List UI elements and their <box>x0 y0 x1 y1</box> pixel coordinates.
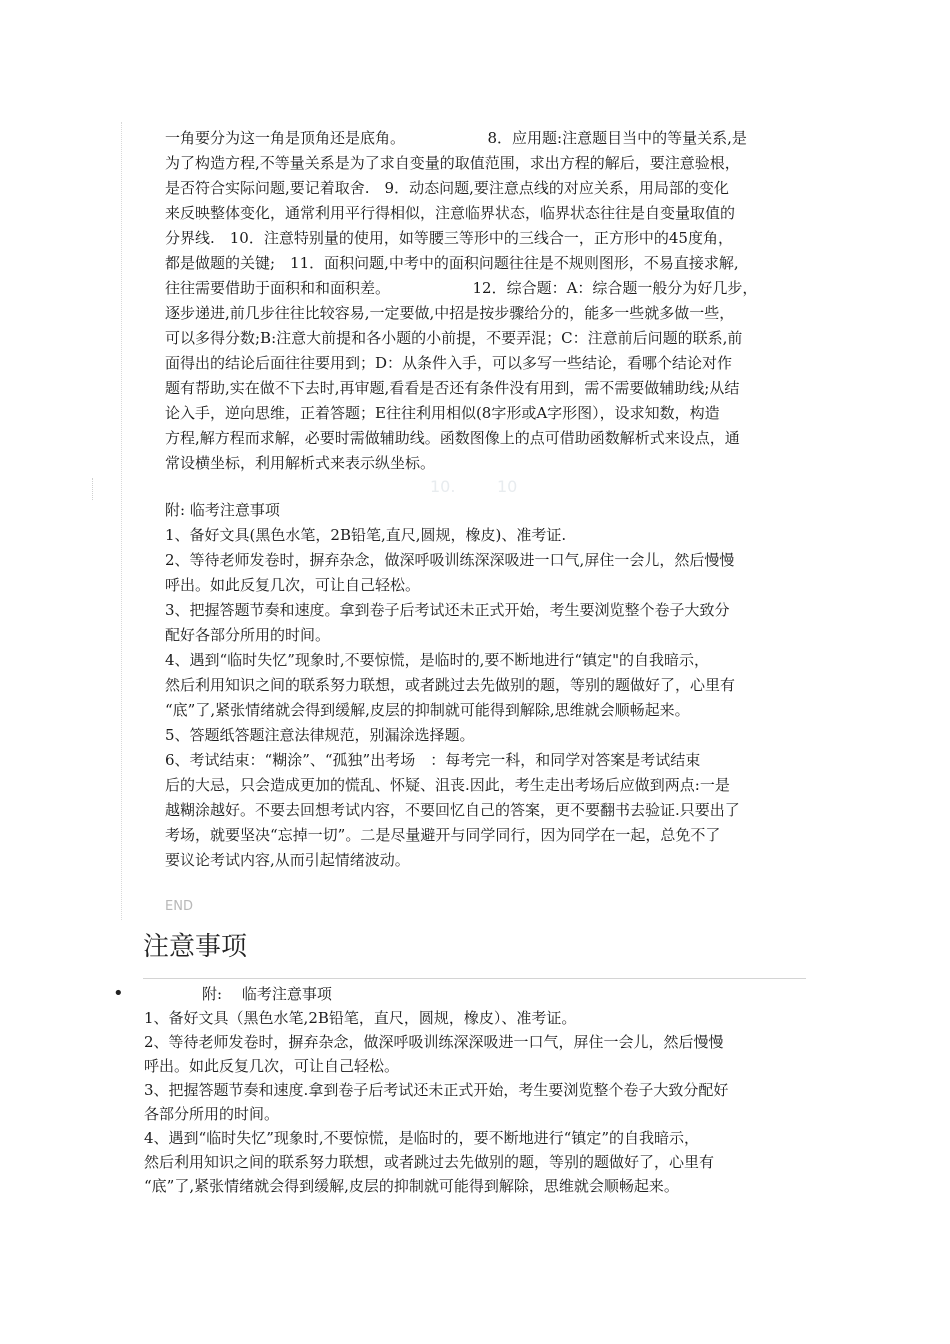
text-line: 然后利用知识之间的联系努力联想，或者跳过去先做别的题，等别的题做好了，心里有 <box>144 1153 715 1171</box>
text-line: 各部分所用的时间。 <box>144 1105 280 1123</box>
text-line: 题有帮助,实在做不下去时,再审题,看看是否还有条件没有用到，需不需要做辅助线;从结 <box>165 379 740 397</box>
text-line: 为了构造方程,不等量关系是为了求自变量的取值范围，求出方程的解后，要注意验根， <box>165 154 740 172</box>
text-line: 来反映整体变化，通常利用平行得相似，注意临界状态，临界状态往往是自变量取值的 <box>165 204 736 222</box>
text-line: 可以多得分数;B:注意大前提和各小题的小前提，不要弄混；C：注意前后问题的联系,前 <box>165 329 743 347</box>
bullet-marker: • <box>113 983 124 1004</box>
text-line: “底”了,紧张情绪就会得到缓解,皮层的抑制就可能得到解除,思维就会顺畅起来。 <box>165 701 690 719</box>
section-divider <box>143 978 806 979</box>
text-line: 4、遇到“临时失忆”现象时,不要惊慌，是临时的,要不断地进行“镇定"的自我暗示， <box>165 651 709 669</box>
text-line: 面得出的结论后面往往要用到；D：从条件入手，可以多写一些结论，看哪个结论对作 <box>165 354 733 372</box>
text-line: 2、等待老师发卷时，摒弃杂念，做深呼吸训练深深吸进一口气,屏住一会儿，然后慢慢 <box>165 551 735 569</box>
text-line: 常设横坐标，利用解析式来表示纵坐标。 <box>165 454 436 472</box>
text-line: 论入手，逆向思维，正着答题；E往往利用相似(8字形或A字形图），设求知数，构造 <box>165 404 720 422</box>
left-margin-mark <box>92 478 93 500</box>
text-line: 后的大忌，只会造成更加的慌乱、怀疑、沮丧.因此，考生走出考场后应做到两点:一是 <box>165 776 730 794</box>
text-line: 越糊涂越好。不要去回想考试内容，不要回忆自己的答案，更不要翻书去验证.只要出了 <box>165 801 740 819</box>
text-line: 2、等待老师发卷时，摒弃杂念，做深呼吸训练深深吸进一口气，屏住一会儿，然后慢慢 <box>144 1033 724 1051</box>
text-line: “底”了,紧张情绪就会得到缓解,皮层的抑制就可能得到解除，思维就会顺畅起来。 <box>144 1177 679 1195</box>
text-line: 方程,解方程而求解，必要时需做辅助线。函数图像上的点可借助函数解析式来设点，通 <box>165 429 740 447</box>
text-line: 都是做题的关键; 11．面积问题,中考中的面积问题往往是不规则图形，不易直接求解, <box>165 254 739 272</box>
text-line: 分界线. 10．注意特别量的使用，如等腰三等形中的三线合一，正方形中的45度角， <box>165 229 733 247</box>
text-line: 逐步递进,前几步往往比较容易,一定要做,中招是按步骤给分的，能多一些就多做一些， <box>165 304 735 322</box>
text-line: 然后利用知识之间的联系努力联想，或者跳过去先做别的题，等别的题做好了，心里有 <box>165 676 736 694</box>
text-line: 1、备好文具(黑色水笔，2B铅笔,直尺,圆规，橡皮)、准考证. <box>165 526 567 544</box>
text-line: 考场，就要坚决“忘掉一切”。二是尽量避开与同学同行，因为同学在一起，总免不了 <box>165 826 721 844</box>
faint-page-number: 10 <box>497 477 518 496</box>
text-line: 往往需要借助于面积和和面积差。 12．综合题：A：综合题一般分为好几步， <box>165 279 758 297</box>
faint-page-number: 10. <box>430 477 456 496</box>
text-line: 配好各部分所用的时间。 <box>165 626 331 644</box>
notes-heading: 附: 临考注意事项 <box>202 985 332 1003</box>
text-line: 6、考试结束：“糊涂”、“孤独”出考场 ：每考完一科，和同学对答案是考试结束 <box>165 751 701 769</box>
text-line: 呼出。如此反复几次，可让自己轻松。 <box>144 1057 400 1075</box>
section-notes-paragraph <box>144 982 814 1198</box>
end-label: END <box>165 899 193 914</box>
text-line: 4、遇到“临时失忆”现象时,不要惊慌，是临时的，要不断地进行“镇定”的自我暗示， <box>144 1129 699 1147</box>
text-line: 5、答题纸答题注意法律规范，别漏涂选择题。 <box>165 726 475 744</box>
notes-heading: 附: 临考注意事项 <box>165 501 280 519</box>
text-line: 是否符合实际问题,要记着取舍. 9．动态问题,要注意点线的对应关系，用局部的变化 <box>165 179 729 197</box>
text-line: 3、把握答题节奏和速度.拿到卷子后考试还未正式开始，考生要浏览整个卷子大致分配好 <box>144 1081 729 1099</box>
text-line: 3、把握答题节奏和速度。拿到卷子后考试还未正式开始，考生要浏览整个卷子大致分 <box>165 601 730 619</box>
exam-notes-paragraph <box>165 498 815 873</box>
section-title: 注意事项 <box>143 932 248 962</box>
text-line: 呼出。如此反复几次，可让自己轻松。 <box>165 576 421 594</box>
text-line: 要议论考试内容,从而引起情绪波动。 <box>165 851 410 869</box>
left-margin-rule <box>121 122 122 920</box>
text-line: 1、备好文具（黑色水笔,2B铅笔，直尺，圆规，橡皮）、准考证。 <box>144 1009 577 1027</box>
math-tips-paragraph <box>165 126 815 476</box>
text-line: 一角要分为这一角是顶角还是底角。 8．应用题:注意题目当中的等量关系,是 <box>165 129 747 147</box>
